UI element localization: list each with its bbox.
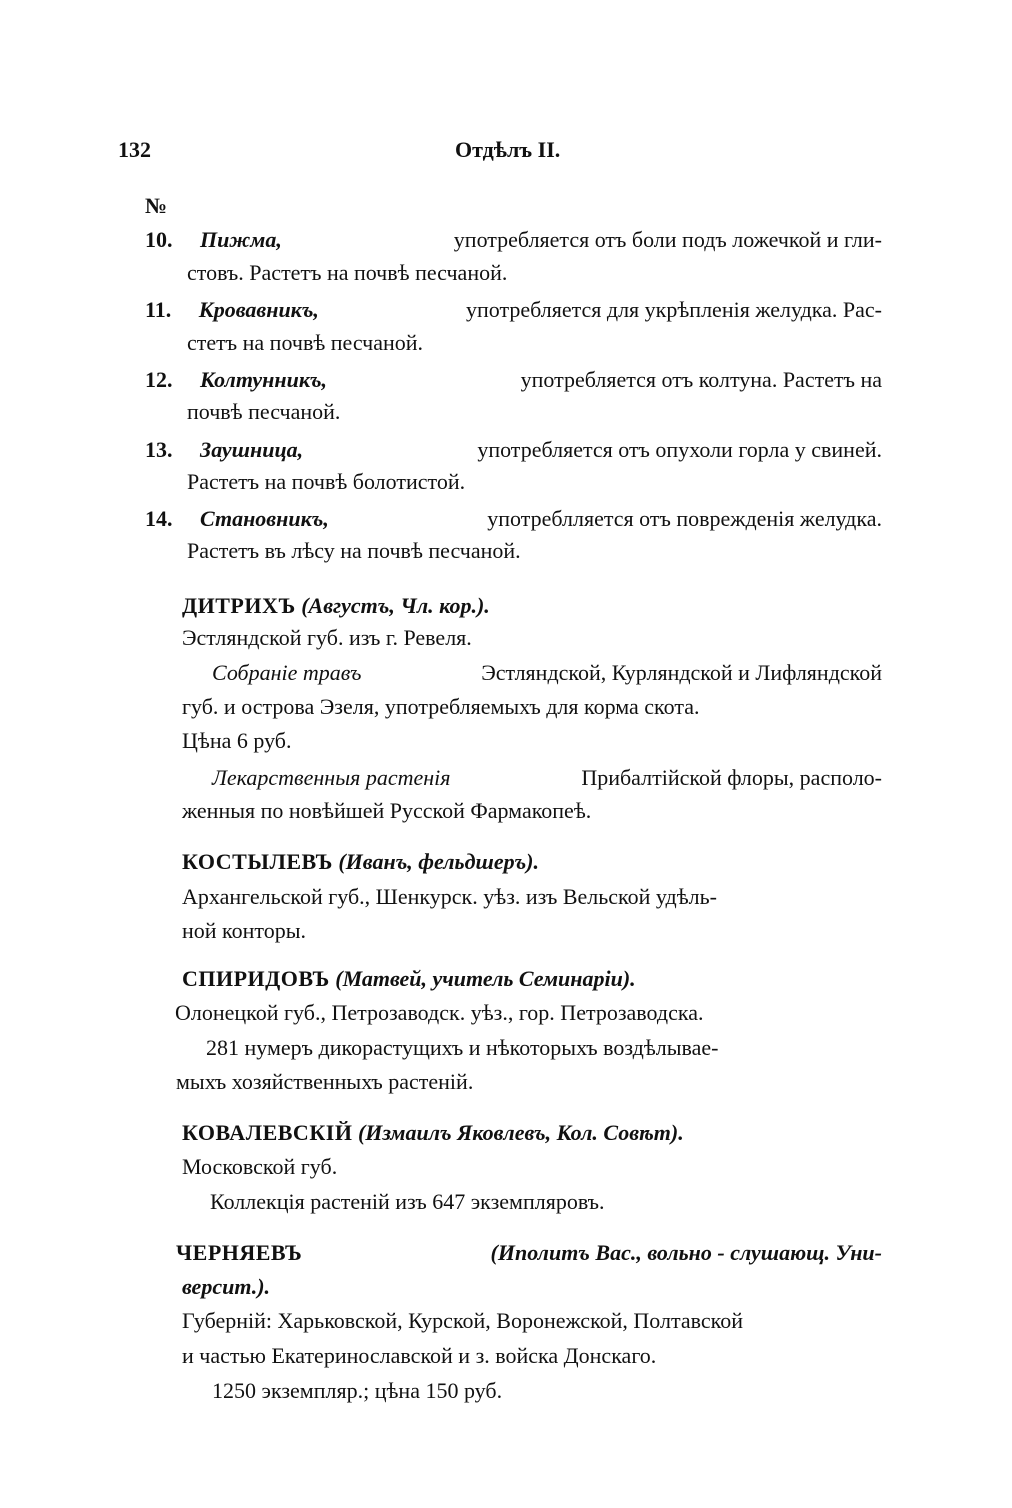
- item-text: употребляется отъ колтуна. Растетъ на: [520, 367, 882, 392]
- entry-kovalevsky-origin: Московской губ.: [182, 1154, 338, 1179]
- person-name: ЧЕРНЯЕВЪ: [176, 1240, 303, 1265]
- item-number: 12.: [145, 367, 173, 392]
- entry-ditrikh-p2-line1: [212, 764, 882, 792]
- plant-name: Колтунникъ,: [200, 367, 328, 392]
- entry-spiridov-desc-line2: мыхъ хозяйственныхъ растеній.: [176, 1069, 474, 1094]
- entry-spiridov-origin: Олонецкой губ., Петрозаводск. уѣз., гор. Петрозаводска.: [175, 1000, 704, 1025]
- person-detail: (Иполитъ Вас., вольно - слушающ. Уни-: [490, 1240, 882, 1265]
- entry-chernyaev-detail-line2: версит.).: [182, 1274, 271, 1299]
- entry-ditrikh-origin: Эстляндской губ. изъ г. Ревеля.: [182, 625, 472, 650]
- person-name: КОСТЫЛЕВЪ: [182, 849, 333, 874]
- item-13-line2: Растетъ на почвѣ болотистой.: [187, 469, 466, 494]
- plant-name: Пижма,: [200, 227, 282, 252]
- item-12-line1: [145, 366, 882, 394]
- item-text: употреблляется отъ поврежденія желудка.: [487, 506, 882, 531]
- page-number: 132: [118, 137, 151, 162]
- person-name: ДИТРИХЪ: [182, 593, 296, 618]
- entry-chernyaev-origin-line1: Губерній: Харьковской, Курской, Воронежской, Полтавской: [182, 1308, 743, 1333]
- person-detail: (Августъ, Чл. кор.).: [301, 593, 490, 618]
- entry-spiridov-heading: [182, 965, 636, 993]
- collection-title: Лекарственныя растенія: [212, 765, 451, 790]
- person-detail: (Измаилъ Яковлевъ, Кол. Совѣт).: [357, 1120, 684, 1145]
- entry-ditrikh-p2-line2: женныя по новѣйшей Русской Фармакопеѣ.: [182, 798, 592, 823]
- person-name: КОВАЛЕВСКІЙ: [182, 1120, 353, 1145]
- person-detail: (Матвей, учитель Семинаріи).: [335, 966, 636, 991]
- running-title: Отдѣлъ II.: [455, 137, 561, 162]
- item-14-line2: Растетъ въ лѣсу на почвѣ песчаной.: [187, 538, 521, 563]
- entry-chernyaev-origin-line2: и частью Екатеринославской и з. войска Донскаго.: [182, 1343, 657, 1368]
- person-name: СПИРИДОВЪ: [182, 966, 330, 991]
- item-11-line2: стетъ на почвѣ песчаной.: [187, 330, 424, 355]
- entry-kovalevsky-heading: [182, 1119, 684, 1147]
- plant-name: Становникъ,: [200, 506, 329, 531]
- entry-ditrikh-p1-line2: губ. и острова Эзеля, употребляемыхъ для корма скота.: [182, 694, 700, 719]
- item-11-line1: [145, 296, 882, 324]
- entry-kovalevsky-desc: Коллекція растеній изъ 647 экземпляровъ.: [210, 1189, 605, 1214]
- entry-ditrikh-heading: [182, 592, 490, 620]
- entry-ditrikh-p1-line1: [212, 659, 882, 687]
- item-12-line2: почвѣ песчаной.: [187, 399, 341, 424]
- entry-spiridov-desc-line1: 281 нумеръ дикорастущихъ и нѣкоторыхъ воздѣлывае-: [206, 1035, 719, 1060]
- collection-title: Собраніе травъ: [212, 660, 362, 685]
- item-text: употребляется отъ боли подъ ложечкой и гли-: [453, 227, 882, 252]
- entry-chernyaev-desc: 1250 экземпляр.; цѣна 150 руб.: [212, 1378, 503, 1403]
- plant-name: Кровавникъ,: [198, 297, 319, 322]
- item-number: 13.: [145, 437, 173, 462]
- entry-ditrikh-p1-line3: Цѣна 6 руб.: [182, 728, 292, 753]
- item-14-line1: [145, 505, 882, 533]
- item-text: употребляется отъ опухоли горла у свиней.: [477, 437, 882, 462]
- item-10-line1: [145, 226, 882, 254]
- item-text: употребляется для укрѣпленія желудка. Рас-: [465, 297, 882, 322]
- entry-chernyaev-heading: [176, 1239, 882, 1267]
- entry-kostylev-origin-line1: Архангельской губ., Шенкурск. уѣз. изъ Вельской удѣль-: [182, 884, 717, 909]
- item-number: 10.: [145, 227, 173, 252]
- entry-kostylev-heading: [182, 848, 539, 876]
- number-sign: №: [145, 193, 168, 218]
- item-number: 11.: [145, 297, 172, 322]
- item-13-line1: [145, 436, 882, 464]
- collection-text: Эстляндской, Курляндской и Лифляндской: [481, 660, 882, 685]
- item-10-line2: стовъ. Растетъ на почвѣ песчаной.: [187, 260, 508, 285]
- plant-name: Заушница,: [200, 437, 304, 462]
- collection-text: Прибалтійской флоры, располо-: [581, 765, 882, 790]
- person-detail: (Иванъ, фельдшеръ).: [338, 849, 540, 874]
- entry-kostylev-origin-line2: ной конторы.: [182, 918, 306, 943]
- item-number: 14.: [145, 506, 173, 531]
